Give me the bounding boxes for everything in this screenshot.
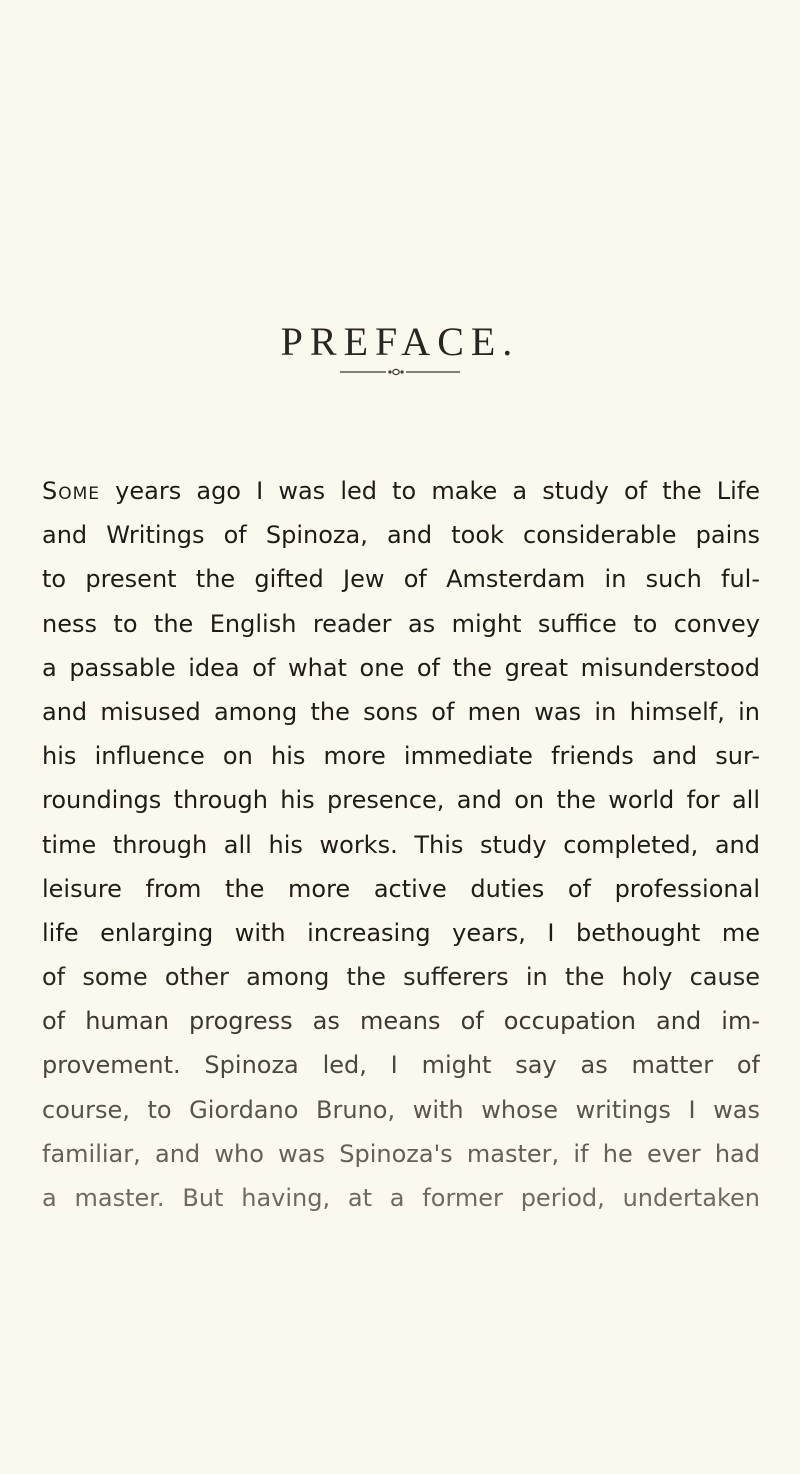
text-line: leisure from the more active duties of professional [42, 874, 760, 903]
text-line: life enlarging with increasing years, I bethought me [42, 918, 760, 947]
text-line-rest: years ago I was led to make a study of the Life [100, 477, 760, 505]
text-line: his influence on his more immediate friends and sur- [42, 742, 760, 771]
page-title: PREFACE. [280, 319, 520, 364]
first-word: Some [42, 477, 101, 505]
ornament-rule [340, 367, 460, 377]
text-line: a passable idea of what one of the great misunderstood [42, 653, 760, 682]
text-line [42, 469, 760, 513]
preface-paragraph [42, 469, 760, 1220]
text-line: course, to Giordano Bruno, with whose writings I was [42, 1095, 760, 1124]
text-line: roundings through his presence, and on the world for all [42, 786, 760, 815]
text-line: familiar, and who was Spinoza's master, if he ever had [42, 1139, 760, 1168]
text-line: provement. Spinoza led, I might say as matter of [42, 1051, 760, 1080]
text-line: and Writings of Spinoza, and took considerable pains [42, 521, 760, 550]
text-line: a master. But having, at a former period, undertaken [42, 1184, 760, 1212]
text-line: of human progress as means of occupation and im- [42, 1007, 760, 1036]
text-line: to present the gifted Jew of Amsterdam in such ful- [42, 565, 760, 594]
text-line: and misused among the sons of men was in himself, in [42, 697, 760, 726]
text-line: ness to the English reader as might suffice to convey [42, 609, 760, 638]
text-line: of some other among the sufferers in the holy cause [42, 963, 760, 992]
text-line: time through all his works. This study completed, and [42, 830, 760, 859]
